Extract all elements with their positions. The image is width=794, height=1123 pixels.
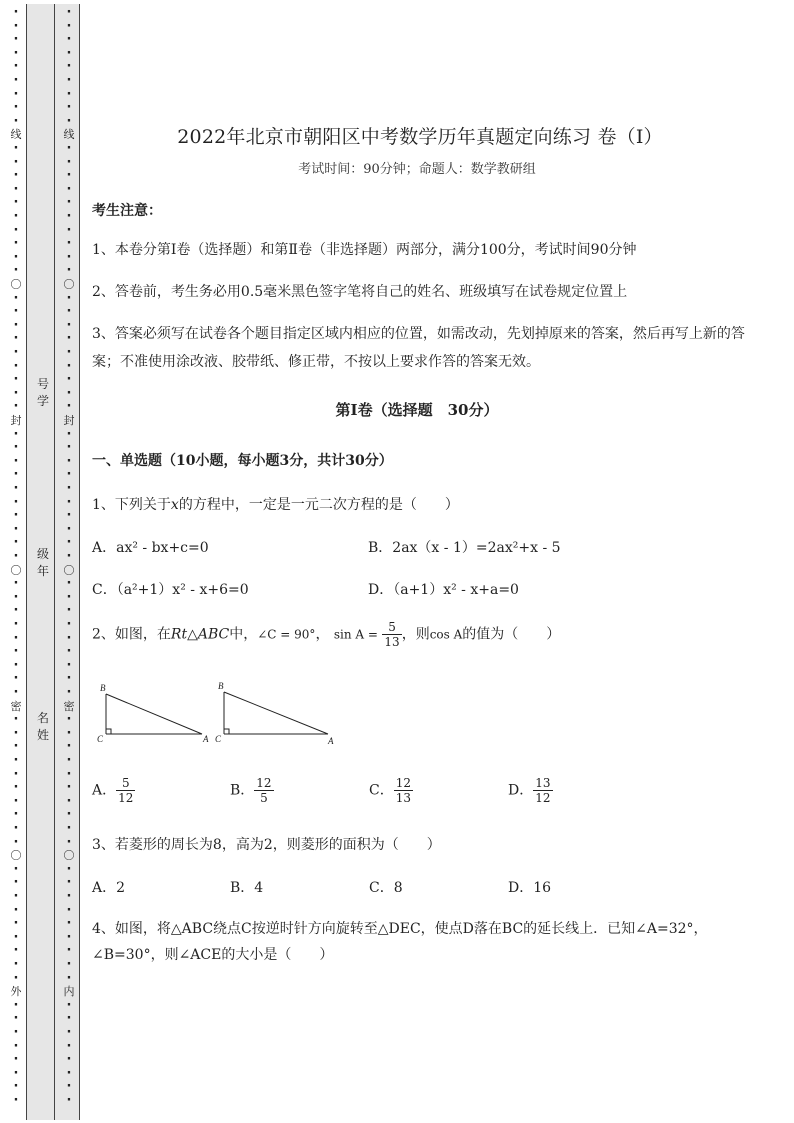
binding-dot: ·: [66, 59, 72, 75]
binding-dot: ·: [13, 86, 19, 102]
notice-heading: 考生注意：: [92, 203, 162, 219]
q2-cos: cos A: [429, 627, 463, 642]
vertex-label: C: [215, 734, 222, 744]
q1-option-a[interactable]: A．ax² - bx+c=0: [92, 540, 209, 556]
q2-option-b[interactable]: [230, 776, 274, 805]
binding-dot: ·: [66, 535, 72, 551]
binding-dot: ·: [13, 154, 19, 170]
binding-dot: ·: [66, 821, 72, 836]
binding-dot: ·: [13, 249, 19, 265]
notice-item-3: 3、答案必须写在试卷各个题目指定区域内相应的位置，如需改动，先划掉原来的答案，然后再写上新的答案；不准使用涂改液、胶带纸、修正带，不按以上要求作答的答案无效。: [92, 326, 745, 370]
q2-text: ，: [315, 626, 330, 643]
binding-dot: ·: [13, 1065, 19, 1081]
vertex-label: A: [203, 734, 209, 744]
binding-dot: ·: [13, 1025, 19, 1040]
binding-dot: ·: [66, 32, 72, 48]
vertex-label: C: [97, 734, 104, 744]
info-char: 姓: [36, 728, 49, 742]
q2-triangle: △ABC: [187, 626, 230, 643]
binding-dot: ·: [13, 453, 19, 469]
binding-dot: ·: [13, 644, 19, 660]
binding-dot: ·: [13, 385, 19, 401]
binding-dot: ·: [13, 358, 19, 374]
binding-dot: ·: [66, 1093, 72, 1108]
binding-dot: ·: [13, 549, 19, 564]
class-label: [32, 546, 54, 580]
binding-dot: ·: [66, 236, 72, 252]
binding-dot: ·: [13, 603, 19, 619]
q2-option-c[interactable]: [369, 776, 413, 805]
binding-dot: ·: [13, 494, 19, 510]
binding-mark: 〇: [63, 278, 75, 291]
q3-option-c[interactable]: C．8: [369, 880, 403, 896]
binding-dot: ·: [66, 18, 72, 34]
binding-dot: ·: [66, 249, 72, 265]
binding-dot: ·: [66, 372, 72, 388]
fraction-numerator: 13: [535, 776, 551, 790]
binding-dot: ·: [13, 467, 19, 483]
binding-dot: ·: [66, 508, 72, 524]
binding-dot: ·: [66, 875, 72, 891]
binding-dot: ·: [13, 712, 19, 728]
binding-dot: ·: [13, 916, 19, 932]
binding-dot: ·: [13, 657, 19, 673]
binding-mark: 线: [10, 128, 22, 142]
binding-dot: ·: [66, 861, 72, 877]
option-fraction: [394, 776, 413, 805]
binding-dot: ·: [13, 195, 19, 211]
binding-dot: ·: [13, 807, 19, 823]
binding-mark: 内: [63, 985, 75, 999]
fraction-denominator: 5: [260, 791, 268, 805]
binding-dot: ·: [13, 1093, 19, 1108]
binding-dot: ·: [13, 168, 19, 184]
binding-dot: ·: [66, 630, 72, 646]
binding-dot: ·: [66, 222, 72, 238]
fraction-denominator: 13: [395, 791, 411, 805]
binding-dot: ·: [13, 685, 19, 700]
name-label: [32, 710, 54, 744]
binding-dot: ·: [13, 440, 19, 456]
binding-dot: ·: [66, 712, 72, 728]
binding-dot: ·: [66, 657, 72, 673]
binding-dot: ·: [66, 113, 72, 129]
q2-text: 中，: [229, 626, 258, 643]
vertex-label: B: [218, 681, 224, 691]
binding-dot: ·: [13, 997, 19, 1013]
binding-dot: ·: [66, 181, 72, 197]
binding-dot: ·: [66, 943, 72, 959]
binding-dot: ·: [13, 576, 19, 592]
binding-dot: ·: [66, 195, 72, 211]
binding-dot: ·: [13, 5, 19, 20]
binding-dot: ·: [13, 290, 19, 306]
info-char: 号: [36, 377, 49, 391]
binding-dot: ·: [66, 73, 72, 88]
binding-dot: ·: [13, 1079, 19, 1095]
binding-dot: ·: [13, 1011, 19, 1027]
binding-dot: ·: [66, 1025, 72, 1040]
binding-dots-left: [9, 6, 23, 1118]
binding-dot: ·: [13, 617, 19, 632]
fraction-numerator: 12: [395, 776, 411, 790]
binding-dot: ·: [13, 1052, 19, 1068]
binding-dot: ·: [66, 1011, 72, 1027]
binding-mark: 线: [63, 128, 75, 142]
info-char: 学: [36, 394, 49, 408]
binding-dot: ·: [13, 372, 19, 388]
fraction-denominator: 12: [535, 791, 551, 805]
q2-rt: Rt: [170, 626, 188, 643]
q1-text: 的方程中，一定是一元二次方程的是（ ）: [178, 497, 459, 513]
binding-dot: ·: [13, 1038, 19, 1054]
binding-dot: ·: [13, 32, 19, 48]
binding-dot: ·: [66, 358, 72, 374]
binding-dot: ·: [13, 263, 19, 279]
fraction-numerator: 12: [256, 776, 272, 790]
section-subtitle: 一、单选题（10小题，每小题3分，共计30分）: [92, 453, 393, 469]
vertex-label: B: [100, 683, 106, 693]
binding-dots-right: [62, 6, 76, 1118]
right-angle-mark: [106, 729, 111, 734]
binding-dot: ·: [66, 1052, 72, 1068]
q2-text: 的值为（ ）: [462, 626, 561, 643]
binding-dot: ·: [13, 100, 19, 116]
binding-dot: ·: [13, 780, 19, 796]
binding-dot: ·: [66, 1065, 72, 1081]
q2-sin: sin A =: [333, 627, 378, 642]
notice-item-2: 2、答卷前，考生务必用0.5毫米黑色签字笔将自己的姓名、班级填写在试卷规定位置上: [92, 284, 628, 300]
binding-dot: ·: [66, 521, 72, 537]
binding-dot: ·: [66, 780, 72, 796]
q2-text: 2、如图，在: [92, 626, 171, 643]
triangle-figure-2: [224, 692, 328, 734]
q1-option-d[interactable]: D．（a+1）x² - x+a=0: [368, 582, 519, 598]
q2-angle: ∠C = 90°: [257, 627, 316, 642]
binding-dot: ·: [13, 957, 19, 972]
binding-dot: ·: [13, 222, 19, 238]
binding-dot: ·: [13, 725, 19, 741]
binding-dot: ·: [13, 766, 19, 782]
info-char: 级: [36, 547, 49, 561]
binding-dot: ·: [13, 793, 19, 809]
binding-dot: ·: [66, 671, 72, 687]
binding-mark: 〇: [63, 849, 75, 863]
triangle-figure-1: [106, 694, 202, 734]
q3-option-d[interactable]: D．16: [508, 880, 552, 896]
student-number-label: [32, 376, 54, 410]
binding-dot: ·: [66, 453, 72, 469]
option-letter: D．: [508, 782, 534, 799]
binding-dot: ·: [66, 1038, 72, 1054]
binding-dot: ·: [66, 739, 72, 755]
binding-dot: ·: [13, 181, 19, 197]
binding-dot: ·: [66, 209, 72, 224]
binding-dot: ·: [66, 957, 72, 972]
binding-dot: ·: [66, 1079, 72, 1095]
binding-dot: ·: [13, 113, 19, 129]
vertex-label: A: [328, 736, 334, 746]
q2-text: ，则: [401, 626, 430, 643]
binding-dot: ·: [66, 494, 72, 510]
binding-dot: ·: [13, 59, 19, 75]
option-letter: C．: [369, 782, 394, 799]
binding-dot: ·: [13, 45, 19, 61]
binding-dot: ·: [13, 902, 19, 918]
binding-dot: ·: [66, 426, 72, 442]
binding-dot: ·: [13, 426, 19, 442]
notice-item-1: 1、本卷分第Ⅰ卷（选择题）和第Ⅱ卷（非选择题）两部分，满分100分，考试时间90分钟: [92, 242, 637, 258]
option-fraction: [116, 776, 135, 805]
binding-dot: ·: [66, 617, 72, 632]
binding-dot: ·: [66, 603, 72, 619]
q1-option-b[interactable]: B．2ax（x - 1）=2ax²+x - 5: [368, 540, 561, 556]
binding-mark: 密: [63, 699, 75, 713]
exam-info: 考试时间：90分钟；命题人：数学教研组: [298, 162, 536, 177]
binding-dot: ·: [66, 86, 72, 102]
q1-option-c[interactable]: C．（a²+1）x² - x+6=0: [92, 582, 249, 598]
fraction-numerator: 5: [382, 620, 401, 635]
right-angle-mark: [224, 729, 229, 734]
binding-dot: ·: [13, 481, 19, 496]
binding-dot: ·: [66, 399, 72, 415]
binding-dot: ·: [13, 943, 19, 959]
question-1-stem: [92, 494, 459, 514]
question-4-line-1: 4、如图，将△ABC绕点C按逆时针方向旋转至△DEC，使点D落在BC的延长线上．已知∠A=32°，: [92, 921, 708, 937]
binding-dot: ·: [13, 739, 19, 755]
binding-dot: ·: [66, 317, 72, 333]
fraction-denominator: 12: [118, 791, 134, 805]
q1-text: 1、下列关于: [92, 497, 171, 513]
binding-dot: ·: [66, 929, 72, 945]
q3-option-b[interactable]: B．4: [230, 880, 264, 896]
binding-dot: ·: [13, 630, 19, 646]
binding-dot: ·: [13, 345, 19, 360]
binding-dot: ·: [66, 385, 72, 401]
binding-strip-divider: [54, 4, 55, 1120]
binding-dot: ·: [66, 290, 72, 306]
binding-dot: ·: [66, 440, 72, 456]
q1-variable: x: [170, 497, 179, 513]
binding-dot: ·: [13, 18, 19, 34]
page-title: 2022年北京市朝阳区中考数学历年真题定向练习 卷（Ⅰ）: [177, 126, 663, 148]
q2-sin-fraction: [382, 620, 401, 649]
binding-dot: ·: [66, 902, 72, 918]
binding-dot: ·: [13, 821, 19, 836]
binding-dot: ·: [13, 399, 19, 415]
binding-dot: ·: [66, 467, 72, 483]
binding-dot: ·: [66, 576, 72, 592]
binding-dot: ·: [13, 535, 19, 551]
binding-dot: ·: [13, 875, 19, 891]
info-char: 年: [36, 564, 49, 578]
binding-dot: ·: [66, 168, 72, 184]
binding-dot: ·: [13, 889, 19, 904]
binding-dot: ·: [66, 997, 72, 1013]
binding-dot: ·: [66, 141, 72, 156]
binding-dot: ·: [66, 589, 72, 605]
binding-mark: 〇: [10, 849, 22, 863]
fraction-numerator: 5: [116, 776, 135, 791]
binding-mark: 封: [10, 414, 22, 427]
binding-mark: 〇: [10, 563, 22, 577]
triangle-side: [106, 694, 202, 734]
binding-mark: 封: [63, 414, 75, 427]
binding-dot: ·: [66, 45, 72, 61]
binding-dot: ·: [66, 725, 72, 741]
binding-dot: ·: [13, 236, 19, 252]
binding-dot: ·: [66, 970, 72, 986]
question-3-stem: 3、若菱形的周长为8，高为2，则菱形的面积为（ ）: [92, 837, 441, 853]
binding-dot: ·: [13, 141, 19, 156]
binding-dot: ·: [13, 508, 19, 524]
binding-dot: ·: [66, 889, 72, 904]
binding-dot: ·: [66, 100, 72, 116]
binding-mark: 外: [10, 985, 22, 999]
binding-dot: ·: [13, 753, 19, 768]
q2-option-d[interactable]: [508, 776, 553, 805]
binding-dot: ·: [13, 589, 19, 605]
binding-mark: 〇: [10, 278, 22, 291]
binding-dot: ·: [13, 73, 19, 88]
binding-dot: ·: [13, 970, 19, 986]
option-letter: A．: [92, 782, 117, 799]
option-letter: B．: [230, 782, 255, 799]
binding-dot: ·: [13, 317, 19, 333]
binding-dot: ·: [66, 753, 72, 768]
binding-dot: ·: [13, 521, 19, 537]
binding-dot: ·: [13, 671, 19, 687]
binding-dot: ·: [66, 807, 72, 823]
binding-dot: ·: [66, 685, 72, 700]
binding-dot: ·: [66, 331, 72, 347]
binding-dot: ·: [66, 5, 72, 20]
question-2-stem: [92, 620, 560, 649]
binding-dot: ·: [66, 834, 72, 850]
option-fraction: [254, 776, 273, 805]
triangle-side: [224, 692, 328, 734]
binding-dot: ·: [13, 331, 19, 347]
binding-mark: 〇: [63, 563, 75, 577]
binding-dot: ·: [66, 793, 72, 809]
info-char: 名: [36, 711, 49, 725]
q2-figure: [96, 680, 336, 750]
section-title: 第Ⅰ卷（选择题 30分）: [335, 401, 499, 419]
binding-dot: ·: [66, 549, 72, 564]
q3-option-a[interactable]: A．2: [92, 880, 126, 896]
binding-dot: ·: [13, 929, 19, 945]
binding-dot: ·: [66, 263, 72, 279]
fraction-denominator: 13: [384, 635, 400, 649]
binding-dot: ·: [13, 834, 19, 850]
binding-dot: ·: [66, 304, 72, 320]
binding-dot: ·: [66, 154, 72, 170]
binding-mark: 密: [10, 699, 22, 713]
binding-dot: ·: [13, 861, 19, 877]
question-4-line-2: ∠B=30°，则∠ACE的大小是（ ）: [92, 947, 334, 963]
binding-dot: ·: [66, 481, 72, 496]
binding-dot: ·: [13, 209, 19, 224]
binding-dot: ·: [66, 644, 72, 660]
binding-dot: ·: [66, 916, 72, 932]
binding-dot: ·: [13, 304, 19, 320]
q2-option-a[interactable]: [92, 776, 135, 805]
binding-dot: ·: [66, 345, 72, 360]
option-fraction: [533, 776, 552, 805]
binding-dot: ·: [66, 766, 72, 782]
